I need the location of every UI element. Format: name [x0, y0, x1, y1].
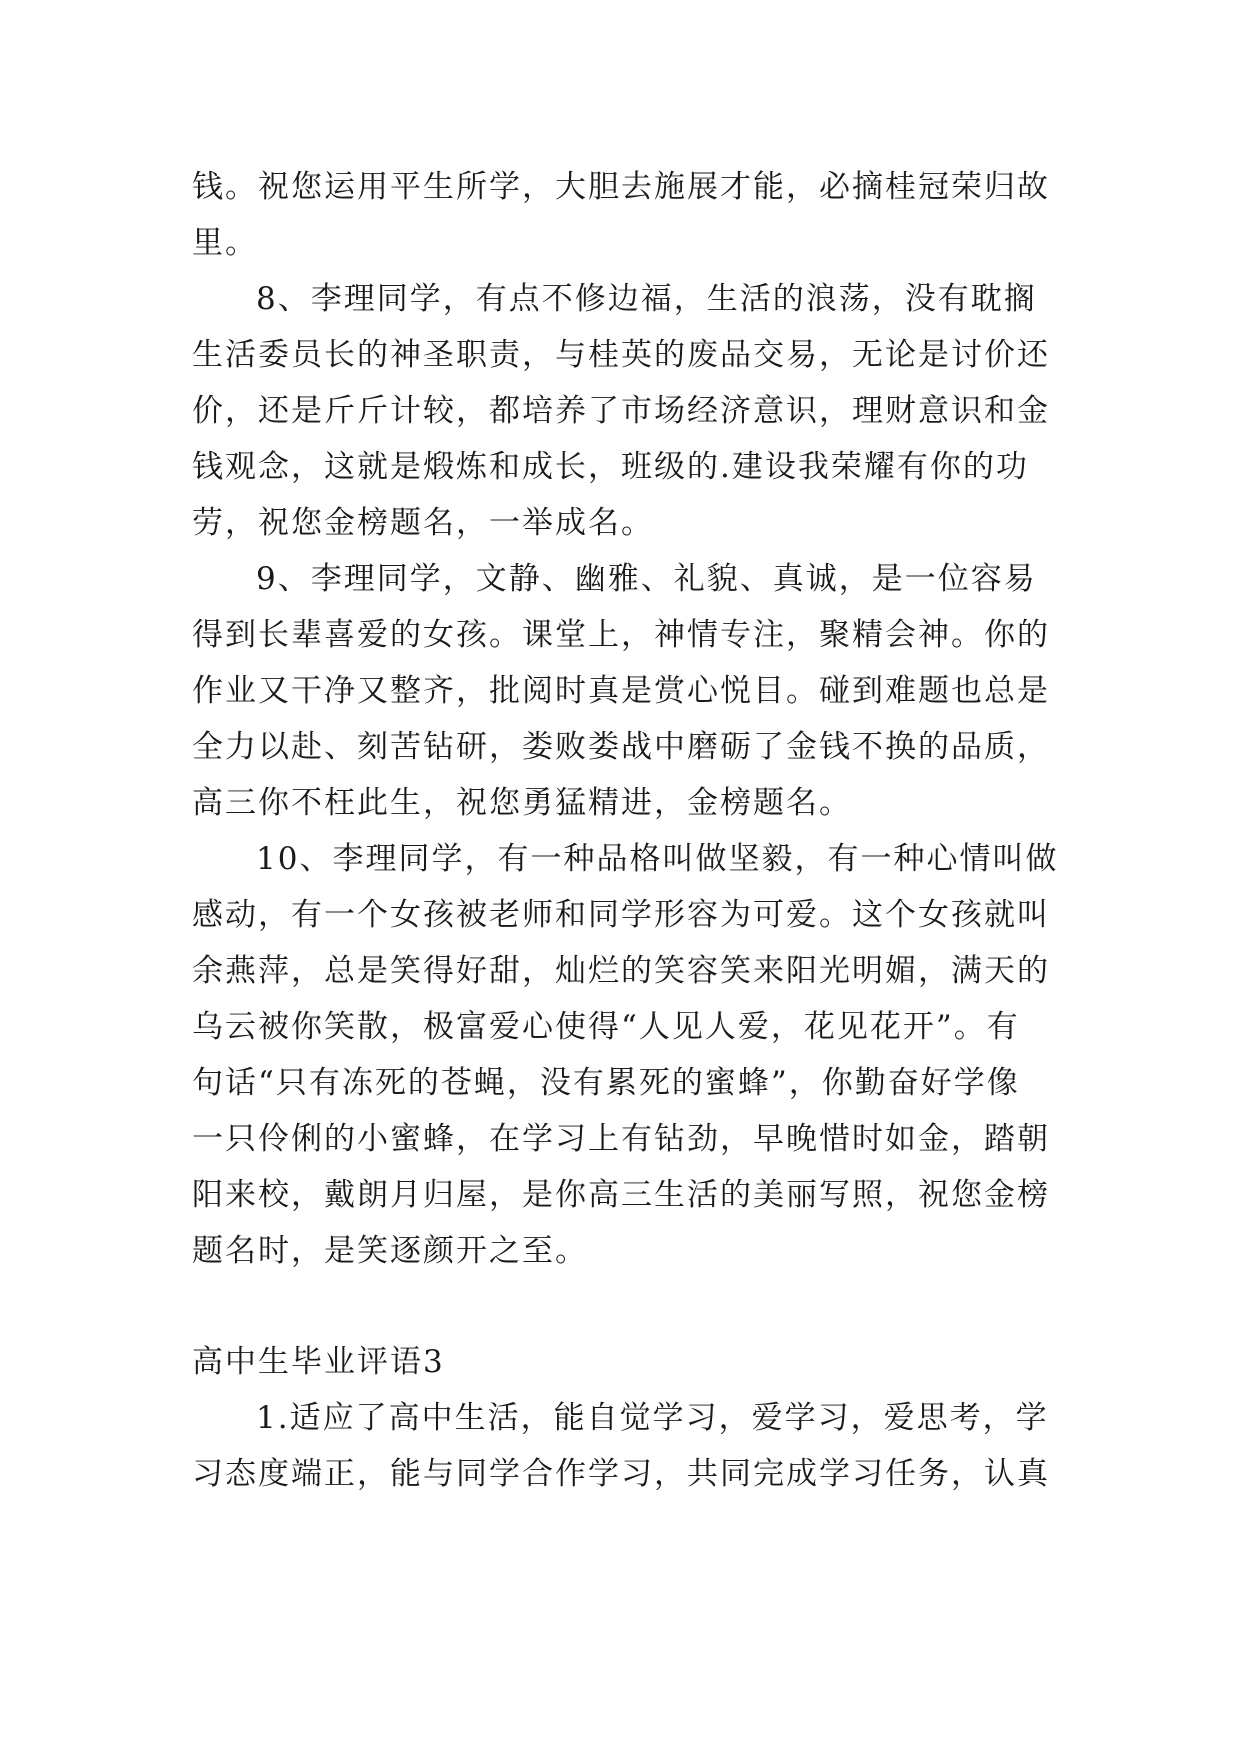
paragraph-first-line: 8、李理同学，有点不修边福，生活的浪荡，没有耽搁	[256, 281, 1037, 317]
text-line: 里。	[192, 225, 258, 261]
text-line: 价，还是斤斤计较，都培养了市场经济意识，理财意识和金	[192, 393, 1050, 429]
text-line: 得到长辈喜爱的女孩。课堂上，神情专注，聚精会神。你的	[192, 617, 1050, 653]
text-line: 余燕萍，总是笑得好甜，灿烂的笑容笑来阳光明媚，满天的	[192, 953, 1050, 989]
text-line: 高三你不枉此生，祝您勇猛精进，金榜题名。	[192, 785, 852, 821]
text-line: 乌云被你笑散，极富爱心使得“人见人爱，花见花开”。有	[192, 1009, 1020, 1045]
text-line: 全力以赴、刻苦钻研，娄败娄战中磨砺了金钱不换的品质，	[192, 729, 1050, 765]
text-line: 劳，祝您金榜题名，一举成名。	[192, 505, 654, 541]
text-line: 感动，有一个女孩被老师和同学形容为可爱。这个女孩就叫	[192, 897, 1050, 933]
text-line: 题名时，是笑逐颜开之至。	[192, 1233, 588, 1269]
text-line: 生活委员长的神圣职责，与桂英的废品交易，无论是讨价还	[192, 337, 1050, 373]
text-line: 钱。祝您运用平生所学，大胆去施展才能，必摘桂冠荣归故	[192, 169, 1050, 205]
text-line: 习态度端正，能与同学合作学习，共同完成学习任务，认真	[192, 1456, 1050, 1492]
text-line: 句话“只有冻死的苍蝇，没有累死的蜜蜂”，你勤奋好学像	[192, 1065, 1020, 1101]
text-line: 作业又干净又整齐，批阅时真是赏心悦目。碰到难题也总是	[192, 673, 1050, 709]
paragraph-first-line: 9、李理同学，文静、幽雅、礼貌、真诚，是一位容易	[256, 561, 1037, 597]
paragraph-first-line: 1.适应了高中生活，能自觉学习，爱学习，爱思考，学	[256, 1400, 1049, 1436]
section-heading: 高中生毕业评语3	[192, 1344, 445, 1380]
text-line: 一只伶俐的小蜜蜂，在学习上有钻劲，早晚惜时如金，踏朝	[192, 1121, 1050, 1157]
text-line: 阳来校，戴朗月归屋，是你高三生活的美丽写照，祝您金榜	[192, 1177, 1050, 1213]
text-line: 钱观念，这就是煅炼和成长，班级的.建设我荣耀有你的功	[192, 449, 1029, 485]
paragraph-first-line: 10、李理同学，有一种品格叫做坚毅，有一种心情叫做	[256, 841, 1059, 877]
